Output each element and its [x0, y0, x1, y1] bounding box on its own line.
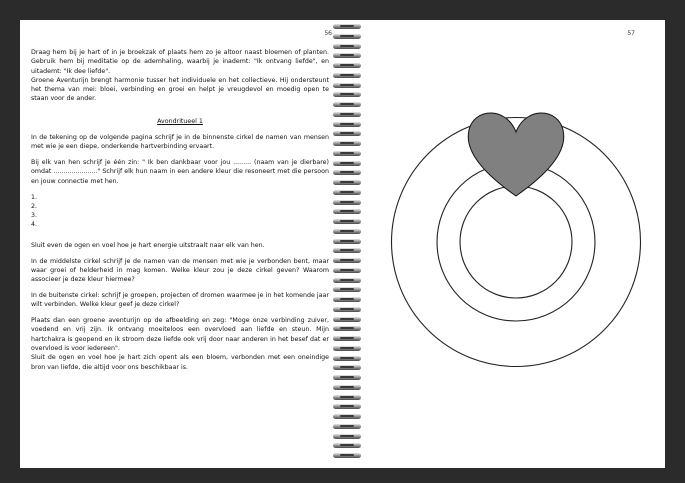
numbered-list — [31, 193, 329, 230]
spiral-ring — [331, 248, 363, 254]
spiral-ring — [331, 122, 363, 128]
paragraph-closing: Sluit de ogen en voel hoe je hart zich opent als een bloem, verbonden met een oneindige bron van liefde, die altijd voor ons beschikbaar is. — [31, 354, 329, 371]
inner-circle — [460, 186, 572, 298]
spiral-ring — [331, 317, 363, 323]
spiral-ring — [331, 443, 363, 449]
spiral-ring — [331, 336, 363, 342]
left-page-text — [31, 48, 329, 378]
list-item: 3. — [31, 212, 38, 220]
spiral-ring — [331, 161, 363, 167]
spiral-ring — [331, 24, 363, 30]
spiral-ring — [331, 297, 363, 303]
paragraph-middle-circle: In de middelste cirkel schrijf je de namen van de mensen met wie je verbonden bent, maar waar groei of helderheid in mag komen. Welke kleur zou je deze cirkel geven? Waarom associeer je deze kleur hiermee? — [31, 257, 329, 284]
paragraph-affirmation: Plaats dan een groene aventurijn op de afbeelding en zeg: "Moge onze verbinding zuiver, voedend en vrij zijn. Ik ontvang moeiteloos een overvloed aan liefde en steun. Mijn hartchakra is geopend en ik stroom deze liefde ook vrij door naar anderen in het besef dat er overvloed is voor iedereen". — [31, 317, 329, 352]
spiral-ring — [331, 53, 363, 59]
heart-circles-drawing — [343, 20, 665, 468]
spiral-ring — [331, 190, 363, 196]
paragraph-intro-1: Draag hem bij je hart of in je broekzak of plaats hem zo je altoor naast bloemen of planten. Gebruik hem bij meditatie op de ademhaling, waarbij je inademt: "Ik ontvang liefde", en uitademt: "Ik dee liefde". — [31, 49, 329, 75]
spiral-ring — [331, 209, 363, 215]
exercise-title: Avondritueel 1 — [157, 117, 203, 125]
spiral-ring — [331, 453, 363, 459]
spiral-ring — [331, 424, 363, 430]
spiral-ring — [331, 375, 363, 381]
list-item: 4. — [31, 221, 38, 229]
spiral-ring — [331, 307, 363, 313]
spiral-ring — [331, 180, 363, 186]
spiral-ring — [331, 131, 363, 137]
paragraph-intro-2: Groene Aventurijn brengt harmonie tusser het individuele en het collectieve. Hij ondersteunt het thema van mei: bloei, verbinding en groei en helpt je vreugdevol en moedig open te staan voor de ander. — [31, 76, 329, 103]
spiral-ring — [331, 83, 363, 89]
paragraph-instruction-2: Bij elk van hen schrijf je één zin: " Ik ben dankbaar voor jou ......... (naam van je dierbare) omdat ......................" Schrijf elk hun naam in een andere kleur die resoneert met die persoon en jouw connectie met hen. — [31, 159, 329, 185]
spiral-ring — [331, 73, 363, 79]
spiral-ring — [331, 404, 363, 410]
spiral-ring — [331, 434, 363, 440]
spiral-ring — [331, 258, 363, 264]
spiral-ring — [331, 346, 363, 352]
spiral-ring — [331, 219, 363, 225]
spiral-ring — [331, 229, 363, 235]
spiral-ring — [331, 92, 363, 98]
page-number-left: 56 — [324, 30, 332, 37]
spiral-ring — [331, 44, 363, 50]
left-page — [20, 20, 343, 468]
spiral-ring — [331, 278, 363, 284]
spiral-ring — [331, 287, 363, 293]
right-page — [343, 20, 665, 468]
spiral-ring — [331, 326, 363, 332]
paragraph-instruction-1: In de tekening op de volgende pagina schrijf je in de binnenste cirkel de namen van mensen met wie je een diepe, onderkende hartverbinding ervaart. — [31, 134, 329, 151]
spiral-ring — [331, 414, 363, 420]
spiral-ring — [331, 63, 363, 69]
spiral-ring — [331, 385, 363, 391]
page-number-right: 57 — [627, 30, 635, 37]
spiral-binding — [331, 22, 363, 466]
spiral-ring — [331, 268, 363, 274]
spiral-ring — [331, 102, 363, 108]
spiral-ring — [331, 170, 363, 176]
heart-icon — [468, 113, 564, 196]
spiral-ring — [331, 356, 363, 362]
spiral-ring — [331, 112, 363, 118]
paragraph-outer-circle: In de buitenste cirkel: schrijf je groepen, projecten of dromen waarmee je in het komende jaar wilt verbinden. Welke kleur geef je deze cirkel? — [31, 291, 329, 309]
list-item: 1. — [31, 193, 38, 201]
spiral-ring — [331, 34, 363, 40]
list-item: 2. — [31, 202, 38, 210]
spiral-ring — [331, 141, 363, 147]
spiral-ring — [331, 395, 363, 401]
spiral-ring — [331, 200, 363, 206]
spiral-ring — [331, 365, 363, 371]
paragraph-close-eyes: Sluit even de ogen en voel hoe je hart energie uitstraalt naar elk van hen. — [31, 241, 265, 249]
spiral-ring — [331, 151, 363, 157]
spiral-ring — [331, 239, 363, 245]
